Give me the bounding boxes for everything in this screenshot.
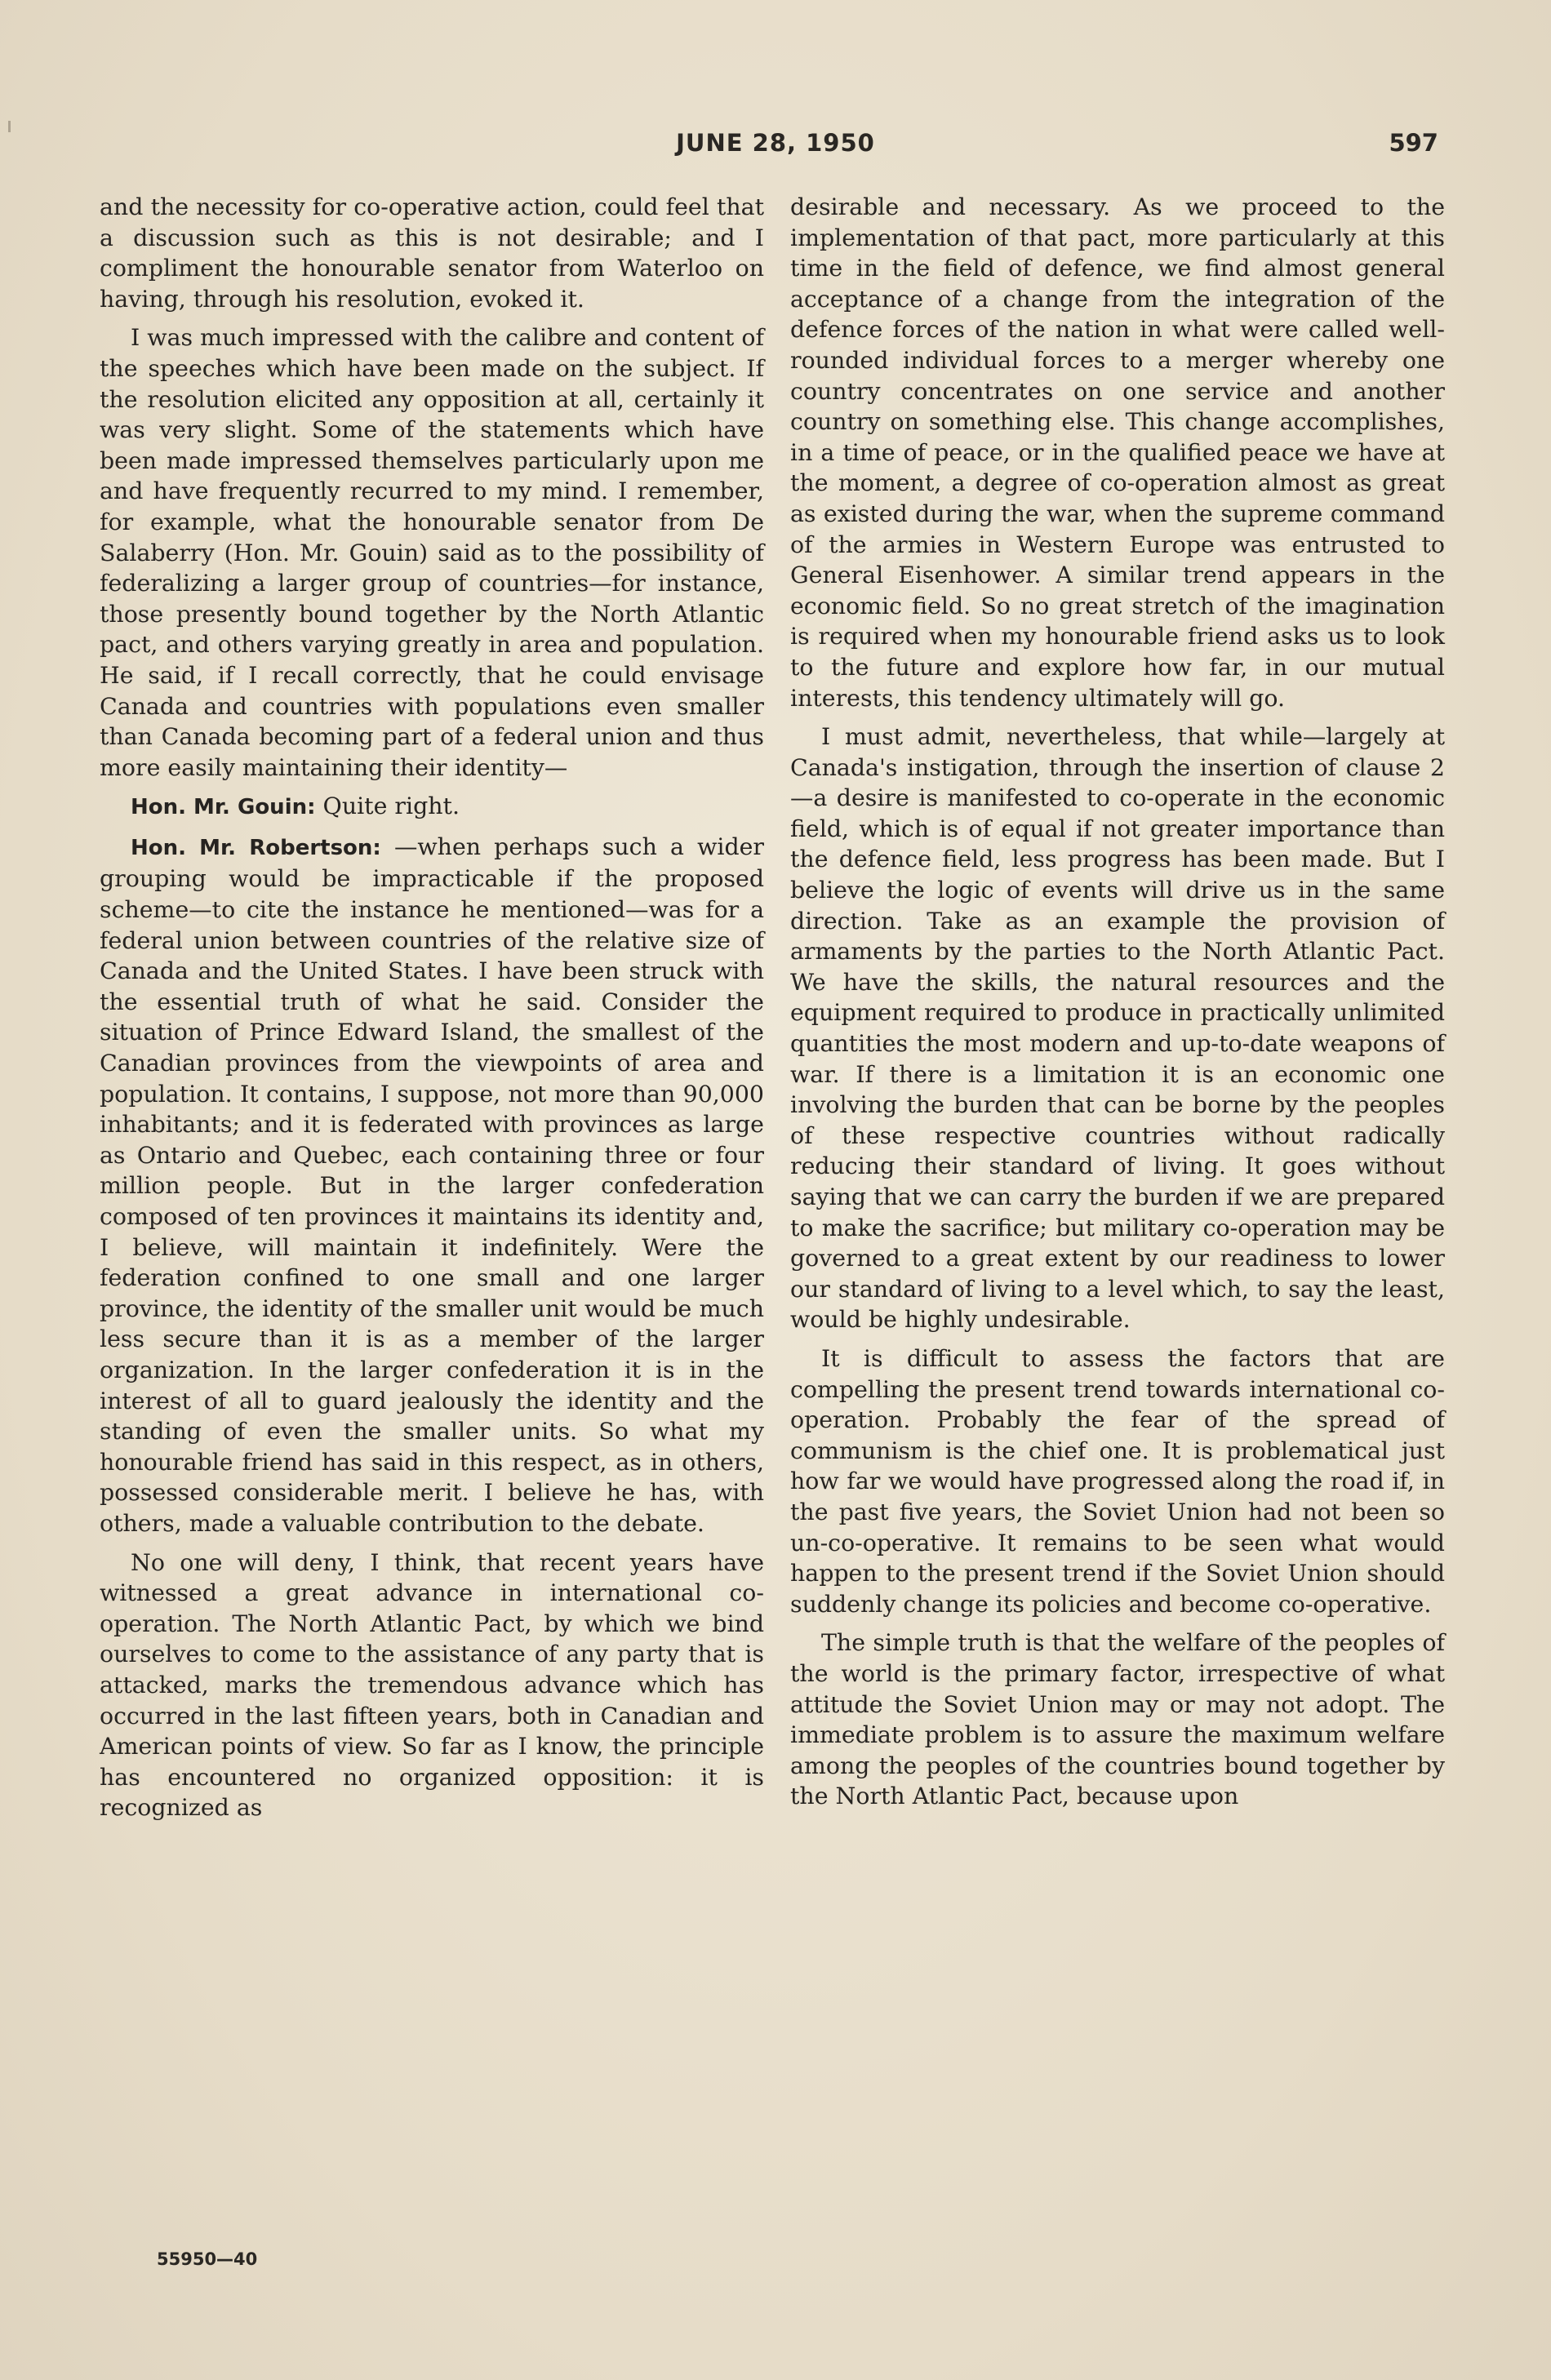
paragraph-text: No one will deny, I think, that recent years have witnessed a great advance in international co-operation. The North Atlantic Pact, by which we bind ourselves to come to the assistance of any party that is attacked, marks the tremendous advance which has occurred in the last fifteen years, both in Canadian and American points of view. So far as I know, the principle has encountered no organized opposition: it is recognized as [100,1548,764,1822]
paragraph [790,722,1445,1335]
paragraph-text: I must admit, nevertheless, that while—largely at Canada's instigation, through the insertion of clause 2—a desire is manifested to co-operate in the economic field, which is of equal if not greater importance than the defence field, less progress has been made. But I believe the logic of events will drive us in the same direction. Take as an example the provision of armaments by the parties to the North Atlantic Pact. We have the skills, the natural resources and the equipment required to produce in practically unlimited quantities the most modern and up-to-date weapons of war. If there is a limitation it is an economic one involving the burden that can be borne by the peoples of these respective countries without radically reducing their standard of living. It goes without saying that we can carry the burden if we are prepared to make the sacrifice; but military co-operation may be governed to a great extent by our readiness to lower our standard of living to a level which, to say the least, would be highly undesirable. [790,723,1445,1334]
page-header-date: JUNE 28, 1950 [676,129,875,157]
paragraph-text: The simple truth is that the welfare of the peoples of the world is the primary factor, irrespective of what attitude the Soviet Union may or may not adopt. The immediate problem is to assure the maximum welfare among the peoples of the countries bound together by the North Atlantic Pact, because upon [790,1629,1445,1810]
speaker-label: Hon. Mr. Gouin: [131,795,316,820]
paragraph-text: It is difficult to assess the factors that are compelling the present trend towards international co-operation. Probably the fear of the spread of communism is the chief one. It is problematical just how far we would have progressed along the road if, in the past five years, the Soviet Union had not been so un-co-operative. It remains to be seen what would happen to the present trend if the Soviet Union should suddenly change its policies and become co-operative. [790,1344,1445,1618]
paragraph-text: —when perhaps such a wider grouping would be impracticable if the proposed scheme—to cite the instance he mentioned—was for a federal union between countries of the relative size of Canada and the United States. I have been struck with the essential truth of what he said. Consider the situation of Prince Edward Island, the smallest of the Canadian provinces from the viewpoints of area and population. It contains, I suppose, not more than 90,000 inhabitants; and it is federated with provinces as large as Ontario and Quebec, each containing three or four million people. But in the larger confederation composed of ten provinces it maintains its identity and, I believe, will maintain it indefinitely. Were the federation confined to one small and one larger province, the identity of the smaller unit would be much less secure than it is as a member of the larger organization. In the larger confederation it is in the interest of all to guard jealously the identity and the standing of even the smaller units. So what my honourable friend has said in this respect, as in others, possessed considerable merit. I believe he has, with others, made a valuable contribution to the debate. [100,833,764,1537]
right-column [790,192,1445,1820]
paragraph-text: desirable and necessary. As we proceed to the implementation of that pact, more particularly at this time in the field of defence, we find almost general acceptance of a change from the integration of the defence forces of the nation in what were called well-rounded individual forces to a merger whereby one country concentrates on one service and another country on something else. This change accomplishes, in a time of peace, or in the qualified peace we have at the moment, a degree of co-operation almost as great as existed during the war, when the supreme command of the armies in Western Europe was entrusted to General Eisenhower. A similar trend appears in the economic field. So no great stretch of the imagination is required when my honourable friend asks us to look to the future and explore how far, in our mutual interests, this tendency ultimately will go. [790,193,1445,712]
paragraph [100,192,764,314]
paragraph [100,322,764,783]
paragraph [100,1547,764,1823]
paragraph-text: Quite right. [322,793,460,820]
paragraph [790,1627,1445,1812]
paragraph [100,832,764,1539]
paragraph [790,1343,1445,1619]
paragraph-text: I was much impressed with the calibre and content of the speeches which have been made on the subject. If the resolution elicited any opposition at all, certainly it was very slight. Some of the statements which have been made impressed themselves particularly upon me and have frequently recurred to my mind. I remember, for example, what the honourable senator from De Salaberry (Hon. Mr. Gouin) said as to the possibility of federalizing a larger group of countries—for instance, those presently bound together by the North Atlantic pact, and others varying greatly in area and population. He said, if I recall correctly, that he could envisage Canada and countries with populations even smaller than Canada becoming part of a federal union and thus more easily maintaining their identity— [100,324,764,781]
page-number: 597 [1389,129,1438,157]
paragraph-text: and the necessity for co-operative action, could feel that a discussion such as this is not desirable; and I compliment the honourable senator from Waterloo on having, through his resolution, evoked it. [100,193,764,313]
paragraph [100,791,764,824]
footer-code: 55950—40 [157,2249,258,2269]
paragraph [790,192,1445,713]
speaker-label: Hon. Mr. Robertson: [131,835,381,860]
left-column [100,192,764,1832]
